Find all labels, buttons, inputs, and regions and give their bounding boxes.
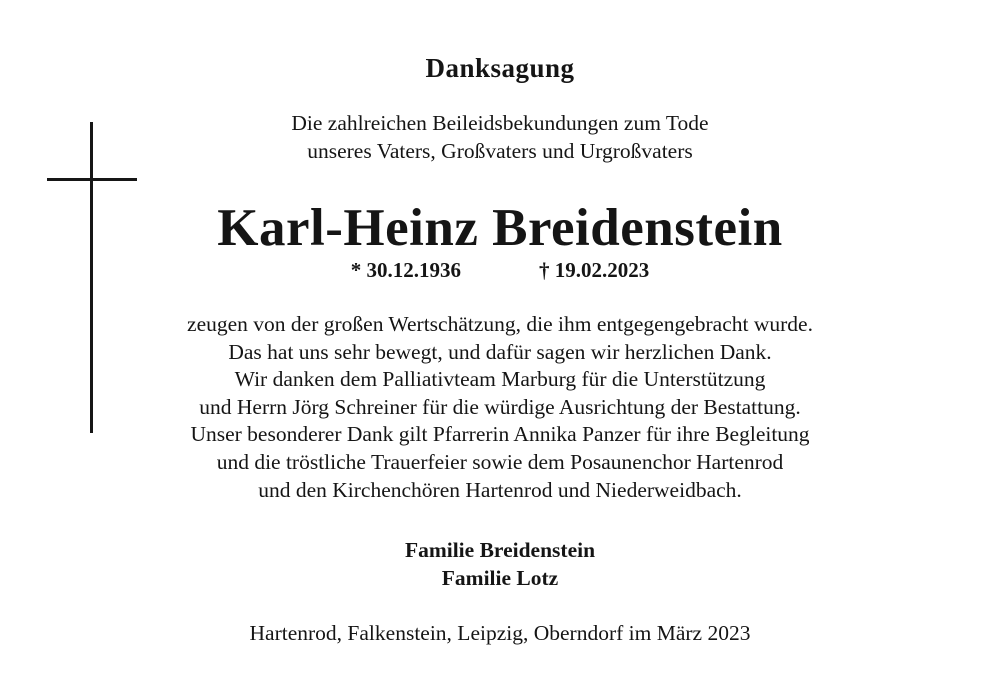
thanks-line: und Herrn Jörg Schreiner für die würdige Ausrichtung der Bestattung. (199, 394, 801, 419)
thanks-line: und den Kirchenchören Hartenrod und Niederweidbach. (258, 477, 742, 502)
thanks-paragraph (0, 311, 1000, 504)
place-date-line: Hartenrod, Falkenstein, Leipzig, Oberndorf im März 2023 (249, 621, 751, 645)
intro-paragraph (0, 109, 1000, 165)
thanks-line: und die tröstliche Trauerfeier sowie dem Posaunenchor Hartenrod (216, 449, 784, 474)
deceased-name: Karl-Heinz Breidenstein (217, 199, 783, 257)
family-signatures (0, 536, 1000, 592)
life-dates (0, 258, 1000, 283)
notice-header: Danksagung (425, 53, 575, 83)
thanks-line: Wir danken dem Palliativteam Marburg für die Unterstützung (234, 367, 766, 392)
family-line: Familie Lotz (441, 566, 559, 590)
memorial-cross-horizontal-bar (47, 178, 137, 181)
family-line: Familie Breidenstein (404, 538, 596, 562)
birth-date: * 30.12.1936 (350, 258, 461, 282)
intro-line: unseres Vaters, Großvaters und Urgroßvaters (307, 139, 693, 163)
thanks-line: zeugen von der großen Wertschätzung, die ihm entgegengebracht wurde. (187, 312, 813, 336)
intro-line: Die zahlreichen Beileidsbekundungen zum Tode (291, 111, 709, 135)
thanks-line: Das hat uns sehr bewegt, und dafür sagen wir herzlichen Dank. (228, 339, 772, 364)
thanks-line: Unser besonderer Dank gilt Pfarrerin Annika Panzer für ihre Begleitung (190, 422, 810, 447)
death-date: † 19.02.2023 (539, 258, 650, 282)
